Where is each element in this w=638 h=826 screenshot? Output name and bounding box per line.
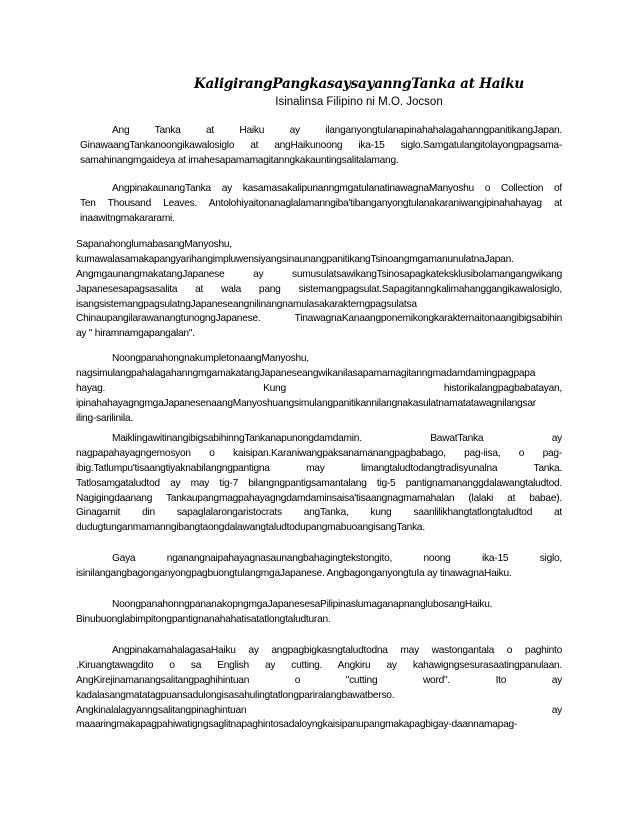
text-line: isangsistemangpagsulatngJapaneseangnilinangnamulasakarakterngpagsulatsa bbox=[76, 298, 417, 310]
text-line: kadalasangmatatagpuansadulongisasahulingtatlongpariralangbawatberso. bbox=[76, 689, 395, 701]
paragraph-3 bbox=[76, 238, 562, 342]
text-line: Angkinalalagyanngsalitangpinaghintuan ay bbox=[76, 704, 562, 716]
paragraph-8 bbox=[76, 644, 562, 733]
text-line: ipinahahayagngmgaJapanesenaangManyoshuangsimulangpanitikannilangnakasulatnamatatawagnilangsar bbox=[76, 397, 536, 409]
text-line: kumawalasamakapangyarihangimpluwensiyangsinaunangpanitikangTsinoangmgamanunulatnaJapan. bbox=[76, 253, 514, 265]
paragraph-5 bbox=[76, 432, 562, 536]
text-line: hayag. Kung historikalangpagbabatayan, bbox=[76, 382, 562, 394]
text-line: isinilangangbagonganyongpagbuongtulangmgaJapanese. AngbagonganyongtuIa ay tinawagnaHaiku. bbox=[76, 567, 512, 579]
text-line: samahinangmgaideya at imahesapamamagitanngkakauntingsalitalamang. bbox=[80, 154, 399, 166]
text-line: maaaringmakapagpahiwatigngsaglitnapaghintosadaloyngkaisipanupangmakapagbigay-daannamapag- bbox=[76, 719, 518, 731]
text-line: NoongpanahongnakumpletonaangManyoshu, bbox=[112, 353, 309, 364]
text-line: GinawaangTankanoongikawalosiglo at angHaikunoong ika-15 siglo.Samgatulangitolayongpagsama- bbox=[80, 139, 562, 151]
text-line: SapanahonglumabasangManyoshu, bbox=[76, 239, 232, 250]
text-line: AngmgaunangmakatangJapanese ay sumusulatsawikangTsinosapagkateksklusibolamangangwikang bbox=[76, 268, 562, 280]
text-line: dudugtunganmamanngibangtaongdalawangtaludtodupangmabuoangisangTanka. bbox=[76, 522, 425, 534]
text-line: ChinaupangilarawanangtunogngJapanese. TinawagnaKanaangponemikongkarakternaitonaangibigsabihin bbox=[76, 313, 562, 325]
text-line: Gaya nganangnaipahayagnasaunangbahagingtekstongito, noong ika-15 siglo, bbox=[112, 553, 562, 564]
text-line: ay " hiramnamgapangalan". bbox=[76, 328, 195, 340]
text-line: nagsimulangpahalagahanngmgamakatangJapaneseangwikanilasapamamagitanngmadamdamingpagpapa bbox=[76, 367, 536, 379]
text-line: NoongpanahonngpananakopngmgaJapanesesaPilipinaslumaganapnanglubosangHaiku. bbox=[112, 599, 493, 610]
paragraph-7 bbox=[76, 598, 562, 628]
text-line: Ginagamit din sapaglalarongaristocrats angTanka, kung saanlilikhangtatlongtaludtod at bbox=[76, 507, 562, 519]
text-line: Ang Tanka at Haiku ay ilanganyongtulanapinahahalagahanngpanitikangJapan. bbox=[112, 125, 562, 136]
text-line: inaawitngmakararami. bbox=[80, 212, 175, 224]
paragraph-4 bbox=[76, 352, 562, 426]
text-line: AngpinakamahalagasaHaiku ay angpagbigkasngtaludtodna may wastongantala o paghinto bbox=[112, 645, 562, 656]
text-line: Japanesesapagsasalita at wala pang sistemangpagsulat.Sapagitanngkalimahanggangikawalosiglo, bbox=[76, 283, 562, 295]
text-line: ibig.Tatlumpu'tisaangtiyaknabilangngpantigna may limangtaludtodangtradisyunalna Tanka. bbox=[76, 462, 562, 474]
text-line: Tatlosamgataludtod ay may tig-7 bilangngpantigsamantalang tig-5 pantignamananggdalawangtaludtod. bbox=[76, 477, 562, 489]
document-title: KaligirangPangkasaysayanngTanka at Haiku bbox=[193, 76, 525, 92]
paragraph-6 bbox=[76, 552, 562, 582]
text-line: AngKirejinamanangsalitangpaghihintuan o "cutting word". Ito ay bbox=[76, 674, 562, 686]
text-line: MaiklingawitinangibigsabihinngTankanapunongdamdamin. BawatTanka ay bbox=[112, 433, 562, 444]
paragraph-2 bbox=[80, 182, 562, 227]
text-line: Ten Thousand Leaves. Antolohiyaitonanaglalamanngiba'tibanganyongtulanakaraniwangipinahahayag at bbox=[80, 197, 562, 209]
text-line: Binubuonglabimpitongpantignanahahatisatatlongtaludturan. bbox=[76, 613, 331, 625]
text-line: AngpinakaunangTanka ay kasamasakalipunanngmgatulanatinawagnaManyoshu o Collection of bbox=[112, 183, 562, 194]
text-line: .Kiruangtawagdito o sa English ay cutting. Angkiru ay kahawigngsesurasaatingpanulaan. bbox=[76, 659, 562, 671]
document-subtitle: Isinalinsa Filipino ni M.O. Jocson bbox=[275, 96, 443, 108]
text-line: nagpapahayagngemosyon o kaisipan.Karaniwangpaksanamanangpagbabago, pag-iisa, o pag- bbox=[76, 447, 562, 459]
text-line: iling-sarilinila. bbox=[76, 412, 133, 424]
text-line: Nagigingdaanang Tankaupangmagpahayagngdamdaminsaisa'tisaangnagmamahalan (lalaki at babae). bbox=[76, 492, 562, 504]
paragraph-1 bbox=[80, 124, 562, 169]
